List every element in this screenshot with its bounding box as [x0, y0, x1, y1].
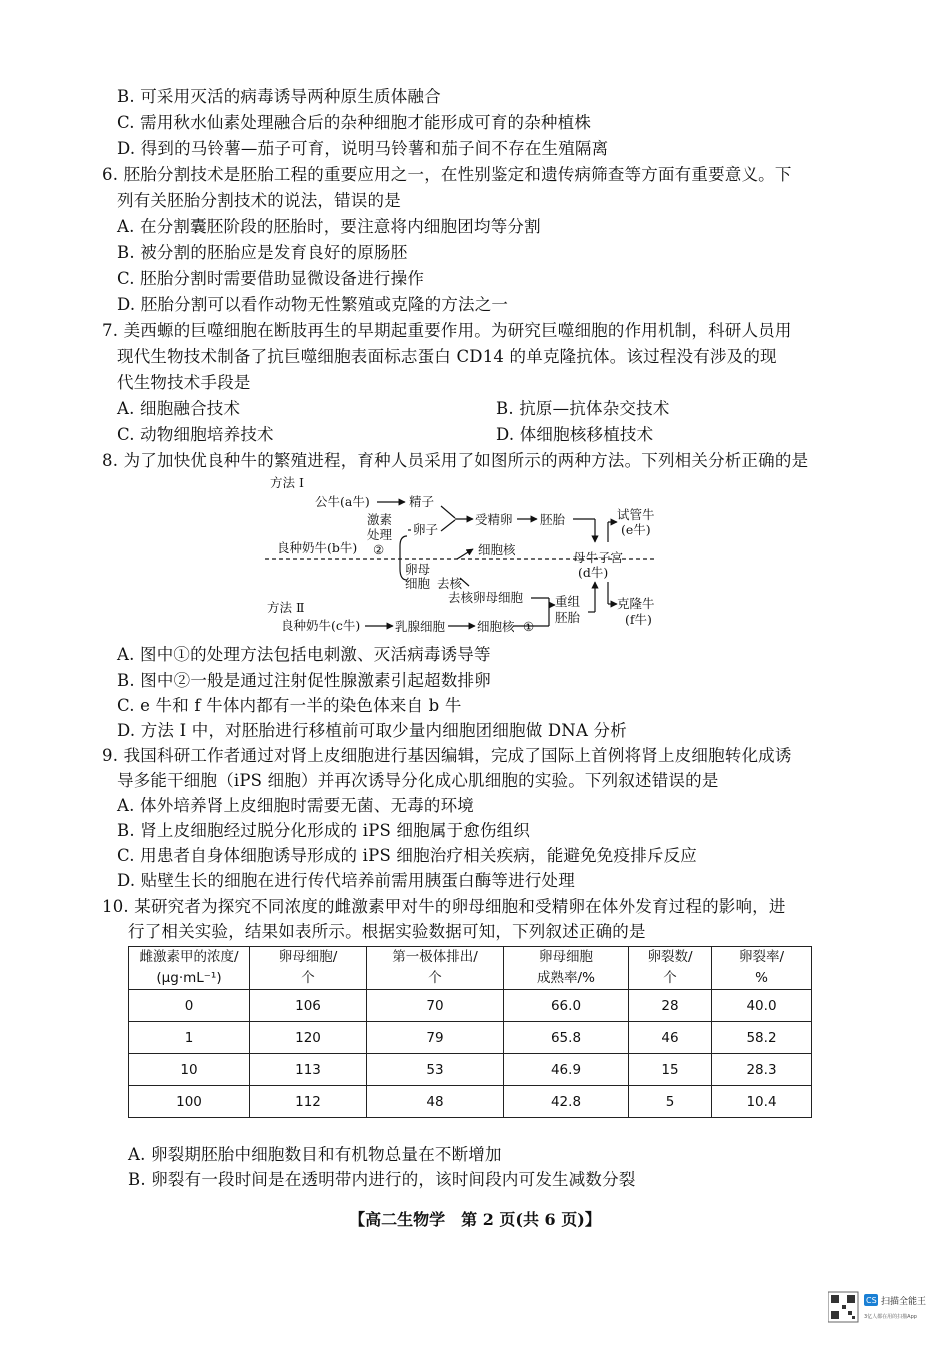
recon-embryo-1: 重组 [555, 594, 581, 609]
table-row [129, 1086, 812, 1118]
q6-option-b: B. 被分割的胚胎应是发育良好的原肠胚 [117, 243, 408, 262]
cell: 100 [129, 1086, 250, 1118]
q8-option-c: C. e 牛和 f 牛体内都有一半的染色体来自 b 牛 [117, 696, 462, 715]
fertilized-label: 受精卵 [475, 512, 513, 527]
nucleus-label: 细胞核 [478, 542, 516, 557]
q6-option-d: D. 胚胎分割可以看作动物无性繁殖或克隆的方法之一 [117, 295, 509, 314]
cell: 15 [629, 1054, 712, 1086]
scanner-watermark [828, 1290, 936, 1326]
dairy-cow-b: 良种奶牛(b牛) [277, 540, 358, 555]
cell: 10.4 [712, 1086, 812, 1118]
cell: 1 [129, 1022, 250, 1054]
page-footer: 【高二生物学 第 2 页(共 6 页)】 [349, 1210, 601, 1229]
q7-option-a: A. 细胞融合技术 [117, 399, 241, 418]
q7-stem-line3: 代生物技术手段是 [117, 373, 251, 392]
cell: 113 [250, 1054, 367, 1086]
line-egg-join [441, 520, 455, 531]
cell: 40.0 [712, 990, 812, 1022]
q6-stem-line2: 列有关胚胎分割技术的说法，错误的是 [117, 191, 401, 210]
testtube-label-1: 试管牛 [617, 507, 655, 522]
scanner-app-name: 扫描全能王 [881, 1297, 927, 1307]
cell: 70 [367, 990, 504, 1022]
mammary-cell: 乳腺细胞 [395, 619, 446, 634]
clone-label-2: (f牛) [625, 612, 652, 627]
header-polar-body: 第一极体排出/ 个 [367, 947, 504, 990]
hormone-label-1: 激素 [367, 512, 393, 527]
header-oocytes: 卵母细胞/ 个 [250, 947, 367, 990]
cell: 28.3 [712, 1054, 812, 1086]
surrogate-label-1: 母牛子宫 [573, 550, 624, 565]
q9-option-c: C. 用患者自身体细胞诱导形成的 iPS 细胞治疗相关疾病，能避免免疫排斥反应 [117, 846, 697, 865]
q8-stem-line1: 8. 为了加快优良种牛的繁殖进程，育种人员采用了如图所示的两种方法。下列相关分析正确的是 [102, 451, 809, 470]
q7-stem-line2: 现代生物技术制备了抗巨噬细胞表面标志蛋白 CD14 的单克隆抗体。该过程没有涉及的现 [117, 347, 777, 366]
cell: 42.8 [504, 1086, 629, 1118]
header-cleavage-count: 卵裂数/ 个 [629, 947, 712, 990]
q9-option-a: A. 体外培养肾上皮细胞时需要无菌、无毒的环境 [117, 796, 475, 815]
q9-stem-line1: 9. 我国科研工作者通过对肾上皮细胞进行基因编辑，完成了国际上首例将肾上皮细胞转化成诱 [102, 746, 792, 765]
method-2-label: 方法 Ⅱ [267, 600, 305, 615]
embryo-label: 胚胎 [540, 512, 566, 527]
mark-2: ② [373, 542, 385, 557]
q9-option-d: D. 贴壁生长的细胞在进行传代培养前需用胰蛋白酶等进行处理 [117, 871, 575, 890]
cell: 106 [250, 990, 367, 1022]
q6-option-c: C. 胚胎分割时需要借助显微设备进行操作 [117, 269, 425, 288]
q10-option-b: B. 卵裂有一段时间是在透明带内进行的，该时间段内可发生减数分裂 [128, 1170, 636, 1189]
nucleus-2-label: 细胞核 [477, 619, 515, 634]
oocyte-label-1: 卵母 [405, 562, 431, 577]
surrogate-label-2: (d牛) [578, 565, 609, 580]
method-1-label: 方法 Ⅰ [270, 475, 304, 490]
table-row [129, 1022, 812, 1054]
q8-option-d: D. 方法 Ⅰ 中，对胚胎进行移植前可取少量内细胞团细胞做 DNA 分析 [117, 721, 627, 740]
cell: 120 [250, 1022, 367, 1054]
q6-stem-line1: 6. 胚胎分割技术是胚胎工程的重要应用之一，在性别鉴定和遗传病筛查等方面有重要意义。下 [102, 165, 792, 184]
header-maturation-rate: 卵母细胞 成熟率/% [504, 947, 629, 990]
clone-label-1: 克隆牛 [617, 596, 655, 611]
estrogen-data-table [128, 946, 812, 1118]
q10-stem-line2: 行了相关实验，结果如表所示。根据实验数据可知，下列叙述正确的是 [128, 922, 646, 941]
q5-option-c: C. 需用秋水仙素处理融合后的杂种细胞才能形成可育的杂种植株 [117, 113, 592, 132]
bull-a: 公牛(a牛) [315, 494, 370, 509]
cell: 65.8 [504, 1022, 629, 1054]
egg-label: 卵子 [413, 522, 439, 537]
q6-option-a: A. 在分割囊胚阶段的胚胎时，要注意将内细胞团均等分割 [117, 217, 541, 236]
cell: 0 [129, 990, 250, 1022]
q10-stem-line1: 10. 某研究者为探究不同浓度的雌激素甲对牛的卵母细胞和受精卵在体外发育过程的影响，进 [102, 897, 786, 916]
q7-option-b: B. 抗原—抗体杂交技术 [496, 399, 670, 418]
table-header-row [129, 947, 812, 990]
q8-option-b: B. 图中②一般是通过注射促性腺激素引起超数排卵 [117, 671, 491, 690]
cell: 5 [629, 1086, 712, 1118]
cell: 46.9 [504, 1054, 629, 1086]
cell: 28 [629, 990, 712, 1022]
q7-option-d: D. 体细胞核移植技术 [496, 425, 654, 444]
header-concentration: 雌激素甲的浓度/ (μg·mL⁻¹) [129, 947, 250, 990]
q7-stem-line1: 7. 美西螈的巨噬细胞在断肢再生的早期起重要作用。为研究巨噬细胞的作用机制，科研人员用 [102, 321, 792, 340]
testtube-label-2: (e牛) [621, 522, 651, 537]
header-cleavage-rate: 卵裂率/ % [712, 947, 812, 990]
cs-badge-text: CS [866, 1296, 877, 1305]
table-row [129, 990, 812, 1022]
cell: 66.0 [504, 990, 629, 1022]
cell: 79 [367, 1022, 504, 1054]
oocyte-label-2: 细胞 [405, 576, 431, 591]
cell: 53 [367, 1054, 504, 1086]
enucleate-label: 去核 [437, 576, 463, 591]
cell: 46 [629, 1022, 712, 1054]
cell: 58.2 [712, 1022, 812, 1054]
q8-option-a: A. 图中①的处理方法包括电刺激、灭活病毒诱导等 [117, 645, 491, 664]
enucleated-oocyte: 去核卵母细胞 [448, 590, 524, 605]
cell: 48 [367, 1086, 504, 1118]
arrow-to-nucleus [457, 549, 473, 559]
sperm-label: 精子 [409, 494, 435, 509]
q7-option-c: C. 动物细胞培养技术 [117, 425, 274, 444]
q9-option-b: B. 肾上皮细胞经过脱分化形成的 iPS 细胞属于愈伤组织 [117, 821, 531, 840]
recon-embryo-2: 胚胎 [555, 610, 581, 625]
cell: 112 [250, 1086, 367, 1118]
hormone-label-2: 处理 [367, 527, 393, 542]
dairy-cow-c: 良种奶牛(c牛) [281, 618, 361, 633]
mark-1: ① [523, 619, 535, 634]
table-row [129, 1054, 812, 1086]
q9-stem-line2: 导多能干细胞（iPS 细胞）并再次诱导分化成心肌细胞的实验。下列叙述错误的是 [117, 771, 719, 790]
cattle-breeding-diagram [255, 474, 675, 634]
cell: 10 [129, 1054, 250, 1086]
line-sperm-join [441, 506, 455, 518]
scanner-tagline: 3亿人都在用的扫描App [864, 1314, 917, 1320]
q5-option-b: B. 可采用灭活的病毒诱导两种原生质体融合 [117, 87, 441, 106]
q10-option-a: A. 卵裂期胚胎中细胞数目和有机物总量在不断增加 [128, 1145, 502, 1164]
q5-option-d: D. 得到的马铃薯—茄子可育，说明马铃薯和茄子间不存在生殖隔离 [117, 139, 609, 158]
